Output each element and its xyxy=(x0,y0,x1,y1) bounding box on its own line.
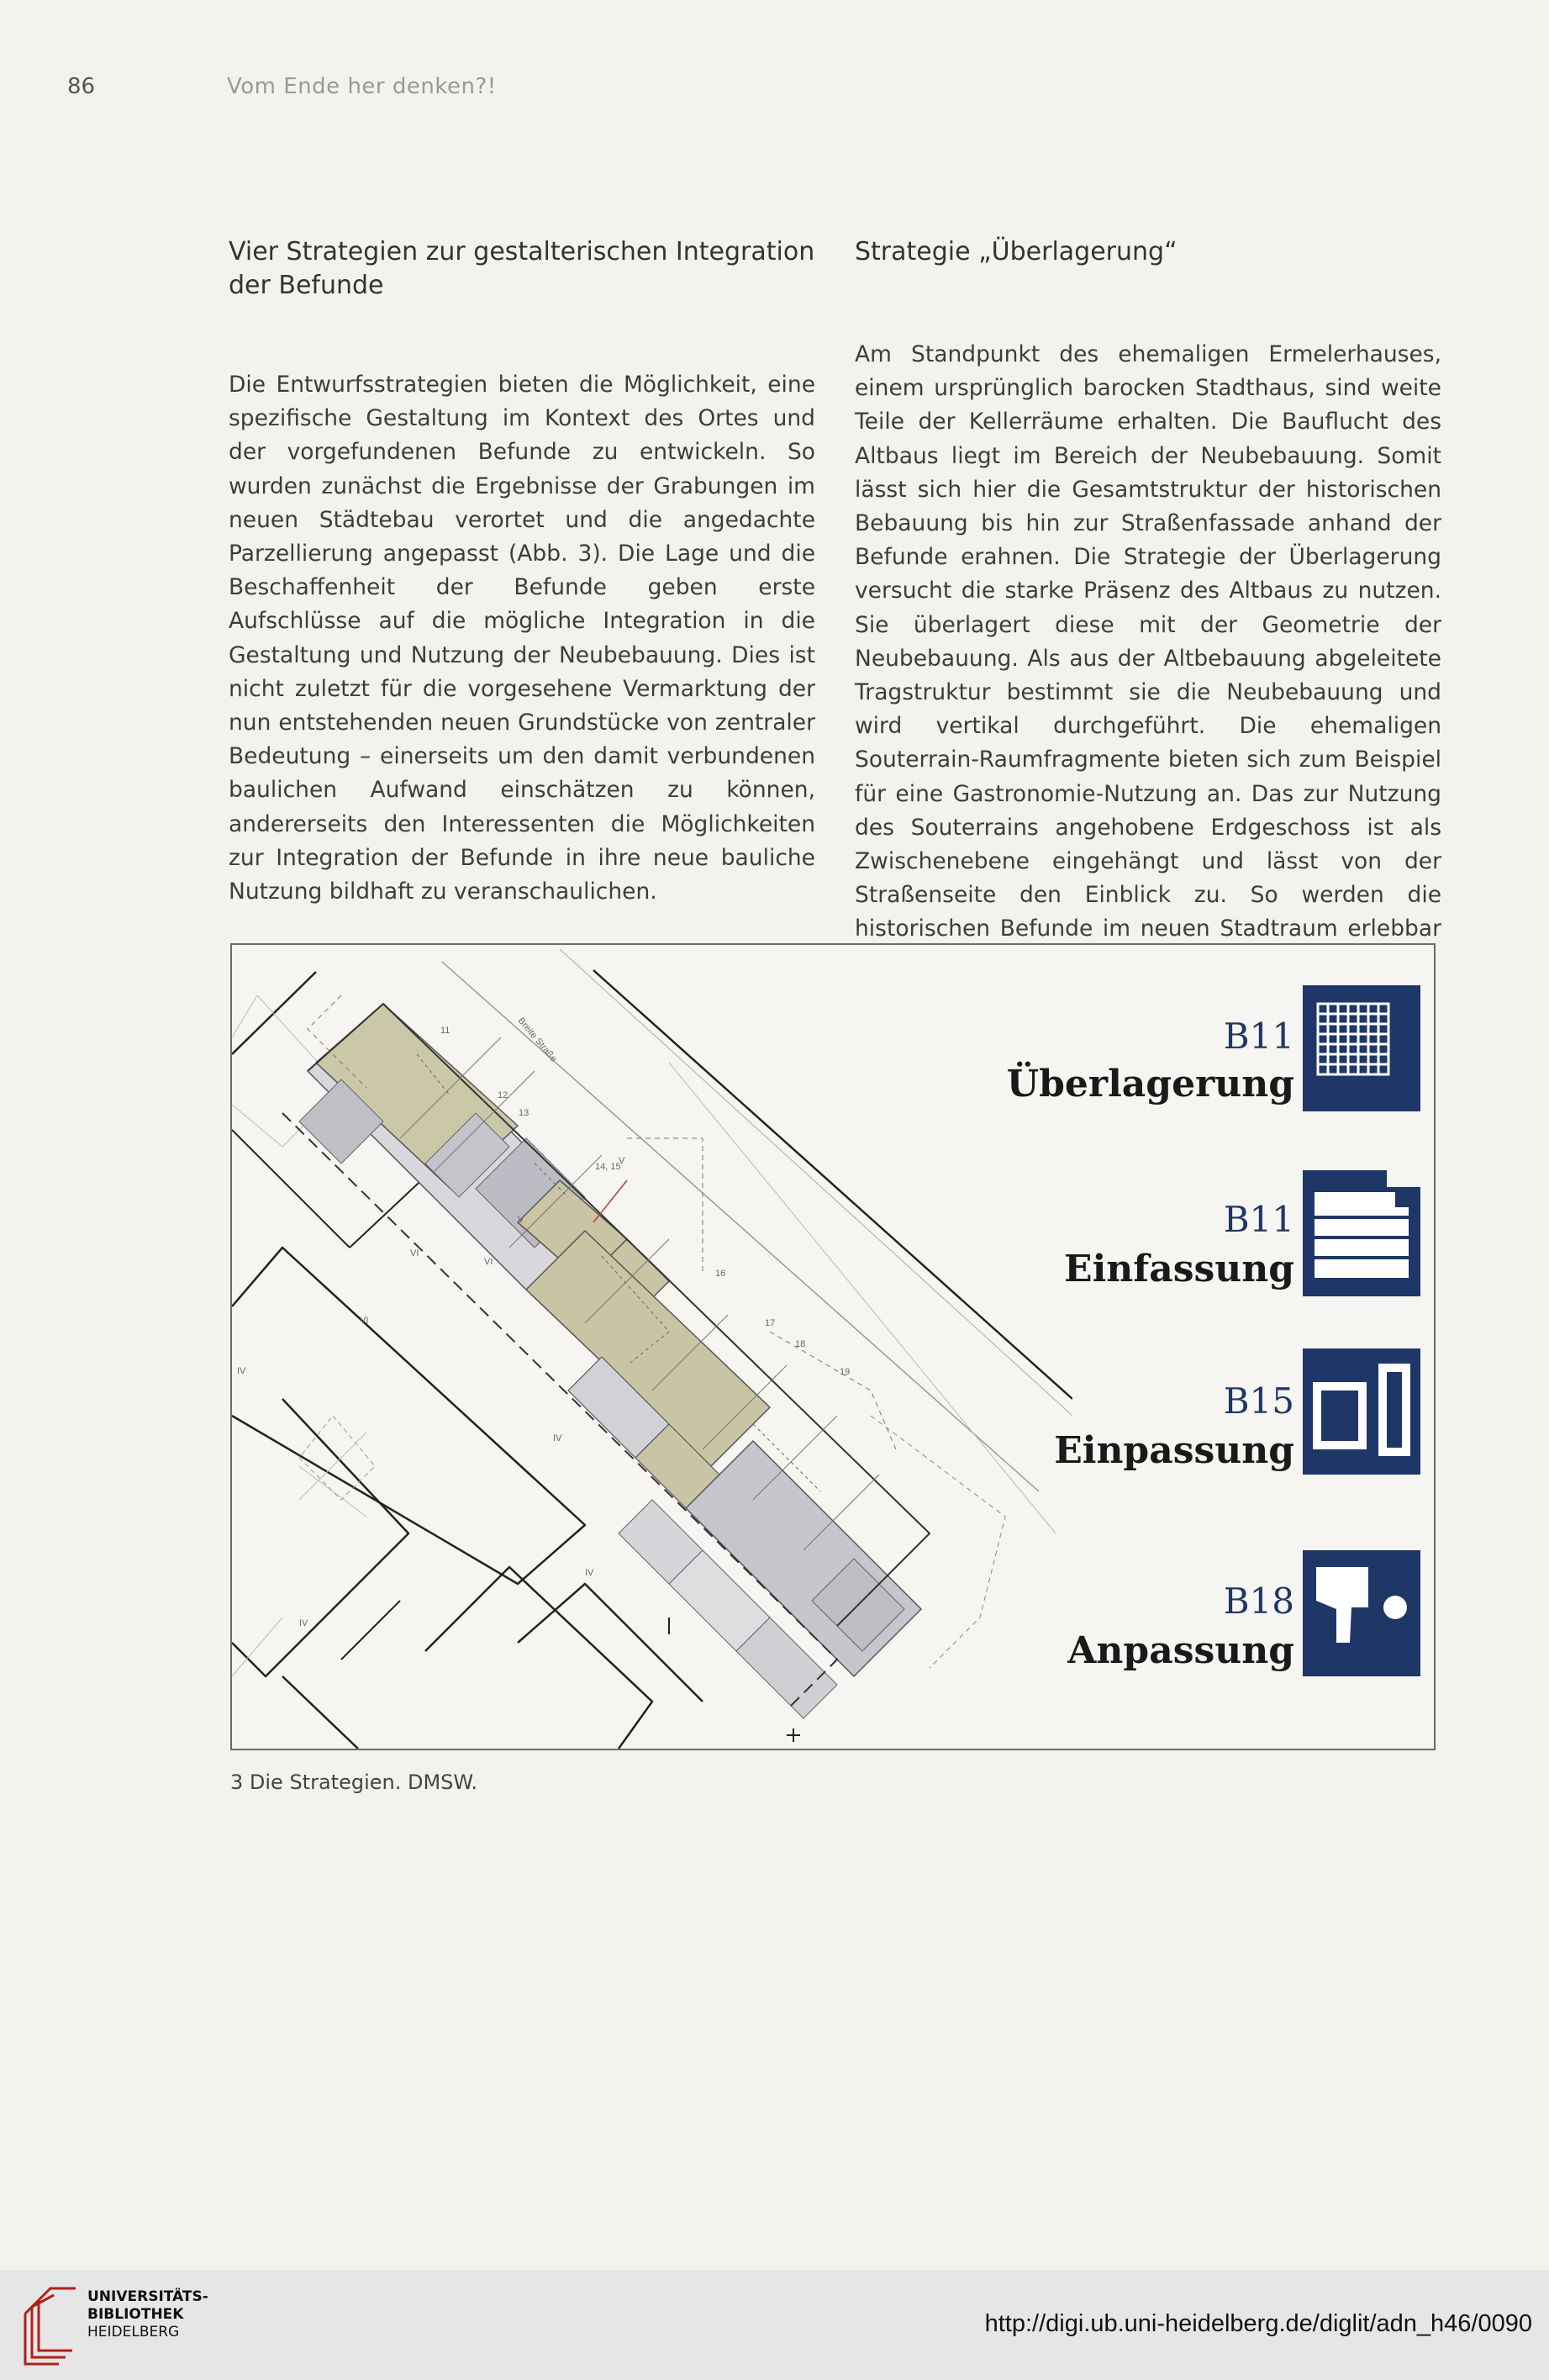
framed-lines-icon xyxy=(1303,1170,1420,1296)
page-number: 86 xyxy=(67,74,96,99)
plan-parcel-label: 16 xyxy=(715,1269,726,1279)
nested-rectangles-icon xyxy=(1303,1348,1420,1475)
left-column xyxy=(229,235,815,909)
strategy-code: B18 xyxy=(1223,1581,1294,1622)
strategy-code: B15 xyxy=(1223,1380,1294,1422)
figure-caption: 3 Die Strategien. DMSW. xyxy=(230,1770,477,1794)
strategy-ueberlagerung xyxy=(736,980,1437,1115)
plan-storey-label: IV xyxy=(553,1433,562,1443)
plan-parcel-label: 14, 15 xyxy=(595,1162,621,1172)
footer-bar xyxy=(0,2270,1549,2380)
strategy-anpassung xyxy=(736,1547,1437,1681)
strategy-code: B11 xyxy=(1223,1199,1294,1240)
library-name-line: HEIDELBERG xyxy=(87,2324,180,2340)
fitted-shape-icon xyxy=(1303,1550,1420,1676)
plan-storey-label: IV xyxy=(585,1568,594,1578)
right-column xyxy=(855,235,1441,980)
source-url[interactable]: http://digi.ub.uni-heidelberg.de/diglit/adn_h46/0090 xyxy=(984,2310,1532,2337)
strategy-code: B11 xyxy=(1223,1016,1294,1057)
left-body: Die Entwurfsstrategien bieten die Möglichkeit, eine spezifische Gestaltung im Kontext des Ortes und der vorgefundenen Befunde zu entwickeln. So wurden zunächst die Ergebnisse der Grabungen im neuen Städtebau verortet und die angedachte Parzellierung angepasst (Abb. 3). Die Lage und die Beschaffenheit der Befunde geben erste Aufschlüsse auf die mögliche Integration in die Gestaltung und Nutzung der Neubebauung. Dies ist nicht zuletzt für die vorgesehene Vermarktung der nun entstehenden neuen Grundstücke von zentraler Bedeutung – einerseits um den damit verbundenen baulichen Aufwand einschätzen zu können, andererseits den Interessenten die Möglichkeiten zur Integration der Befunde in ihre neue bauliche Nutzung bildhaft zu veranschaulichen. xyxy=(229,372,815,905)
library-logo-icon xyxy=(17,2280,79,2371)
plan-parcel-label: 18 xyxy=(795,1339,806,1349)
plan-parcel-label: 13 xyxy=(519,1108,530,1118)
library-name xyxy=(87,2288,208,2341)
strategy-name: Anpassung xyxy=(1067,1629,1294,1672)
left-heading: Vier Strategien zur gestalterischen Integration der Befunde xyxy=(229,237,815,300)
library-name-line: UNIVERSITÄTS- xyxy=(87,2288,208,2305)
plan-storey-label: IV xyxy=(237,1366,246,1376)
plan-storey-label: IV xyxy=(299,1618,308,1628)
plan-parcel-label: 12 xyxy=(498,1090,508,1100)
plan-street-label: Breite Straße xyxy=(515,1016,559,1064)
strategy-name: Einpassung xyxy=(1054,1429,1294,1472)
right-heading: Strategie „Überlagerung“ xyxy=(855,237,1178,266)
strategy-name: Einfassung xyxy=(1064,1248,1294,1290)
plan-storey-label: VI xyxy=(484,1257,493,1267)
plan-parcel-label: 19 xyxy=(840,1367,851,1377)
strategy-einfassung xyxy=(736,1170,1437,1305)
grid-square-icon xyxy=(1303,985,1420,1111)
library-name-line: BIBLIOTHEK xyxy=(87,2306,184,2323)
plan-parcel-label: 17 xyxy=(765,1318,776,1328)
plan-parcel-label: 11 xyxy=(440,1026,450,1036)
plan-storey-label: V xyxy=(518,1215,524,1225)
right-body: Am Standpunkt des ehemaligen Ermelerhauses, einem ursprünglich barocken Stadthaus, sind weite Teile der Kellerräume erhalten. Die Bauflucht des Altbaus liegt im Bereich der Neubebauung. Somit lässt sich hier die Gesamtstruktur der historischen Bebauung bis hin zur Straßenfassade anhand der Befunde erahnen. Die Strategie der Überlagerung versucht die starke Präsenz des Altbaus zu nutzen. Sie überlagert diese mit der Geometrie der Neubebauung. Als aus der Altbebauung abgeleitete Tragstruktur bestimmt sie die Neubebauung und wird vertikal durchgeführt. Die ehemaligen Souterrain-Raumfragmente bieten sich zum Beispiel für eine Gastronomie-Nutzung an. Das zur Nutzung des Souterrains angehobene Erdgeschoss ist als Zwischenebene eingehängt und lässt von der Straßenseite den Einblick zu. So werden die historischen Befunde im neuen Stadtraum erlebbar xyxy=(855,341,1441,942)
plan-storey-label: VI xyxy=(360,1316,369,1326)
running-head: Vom Ende her denken?! xyxy=(227,74,497,99)
strategy-einpassung xyxy=(736,1348,1437,1483)
strategies-figure xyxy=(230,943,1436,1750)
plan-storey-label: V xyxy=(619,1156,625,1166)
strategy-name: Überlagerung xyxy=(1006,1063,1294,1106)
plan-storey-label: VI xyxy=(410,1248,419,1259)
